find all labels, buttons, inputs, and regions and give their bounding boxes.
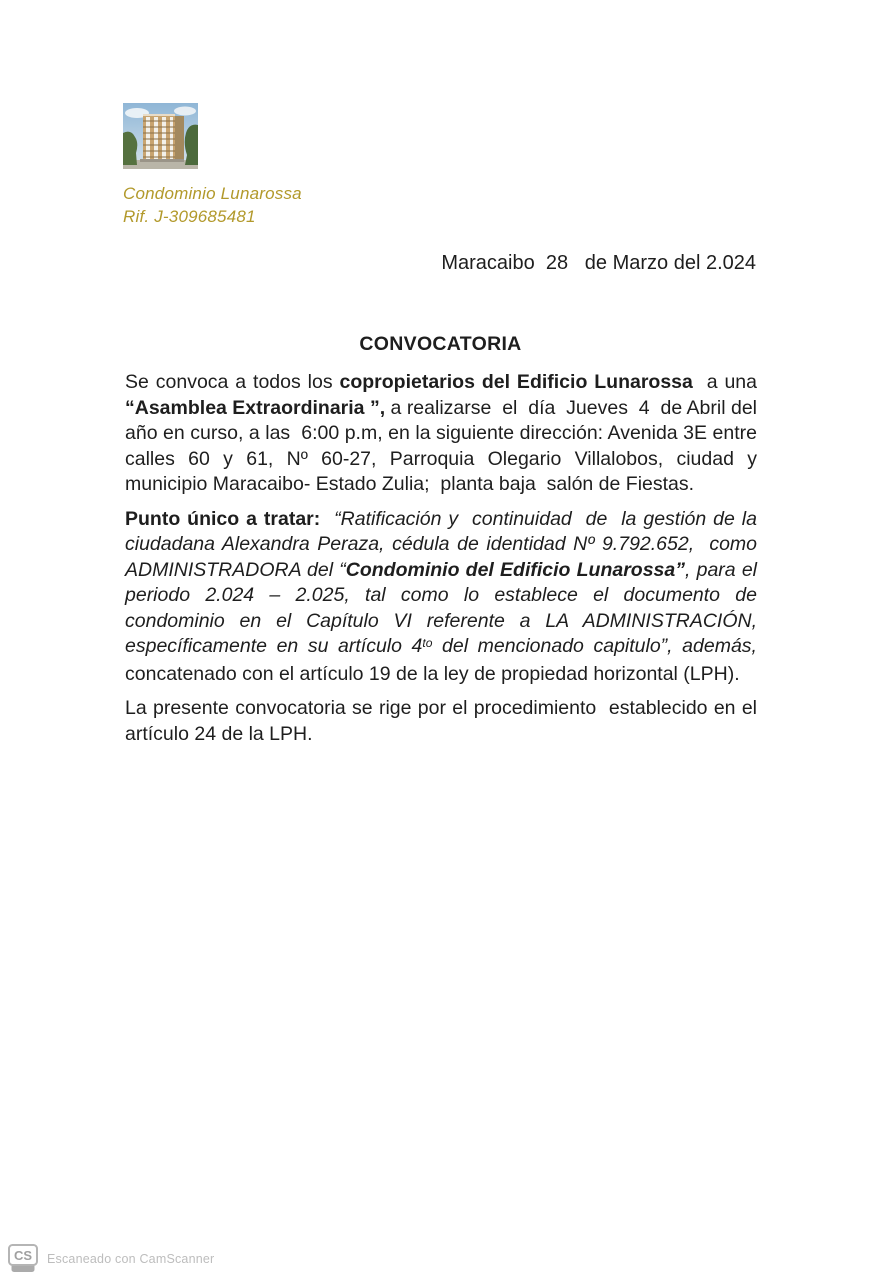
condominio-logo-image <box>123 103 198 169</box>
paragraph-agenda: Punto único a tratar: “Ratificación y continuidad de la gestión de la ciudadana Alexandra Peraza, cédula de identidad Nº 9.792.652, como ADMINISTRADORA del “Condominio del Edificio Lunarossa”, para el periodo 2.024 – 2.025, tal como lo establece el documento de condominio en el Capítulo VI referente a LA ADMINISTRACIÓN, específicamente en su artículo $4^{to}$ del mencionado capitulo”, además, concatenado con el artículo 19 de la ley de propiedad horizontal (LPH). <box>125 507 768 685</box>
camscanner-watermark <box>8 1244 214 1273</box>
watermark-label: Escaneado con CamScanner <box>47 1251 215 1266</box>
letterhead <box>123 103 443 228</box>
paragraph-procedure: La presente convocatoria se rige por el procedimiento establecido en el artículo 24 de la LPH. <box>125 697 763 745</box>
paragraph-convocation: Se convoca a todos los copropietarios del Edificio Lunarossa a una “Asamblea Extraordinaria ”, a realizarse el día Jueves 4 de Abril del año en curso, a las 6:00 p.m, en la siguiente dirección: Avenida 3E entre calles 60 y 61, Nº 60-27, Parroquia Olegario Villalobos, ciudad y municipio Maracaibo- Estado Zulia; planta baja salón de Fiestas. <box>125 371 763 495</box>
dateline: Maracaibo 28 de Marzo del 2.024 <box>441 252 756 274</box>
rif-number: Rif. J-309685481 <box>123 207 256 226</box>
document-body <box>125 370 768 756</box>
document-title: CONVOCATORIA <box>359 333 522 355</box>
camscanner-cs-badge-icon <box>8 1244 38 1273</box>
svg-text:CS: CS <box>13 1248 33 1263</box>
org-name: Condominio Lunarossa <box>123 184 302 203</box>
